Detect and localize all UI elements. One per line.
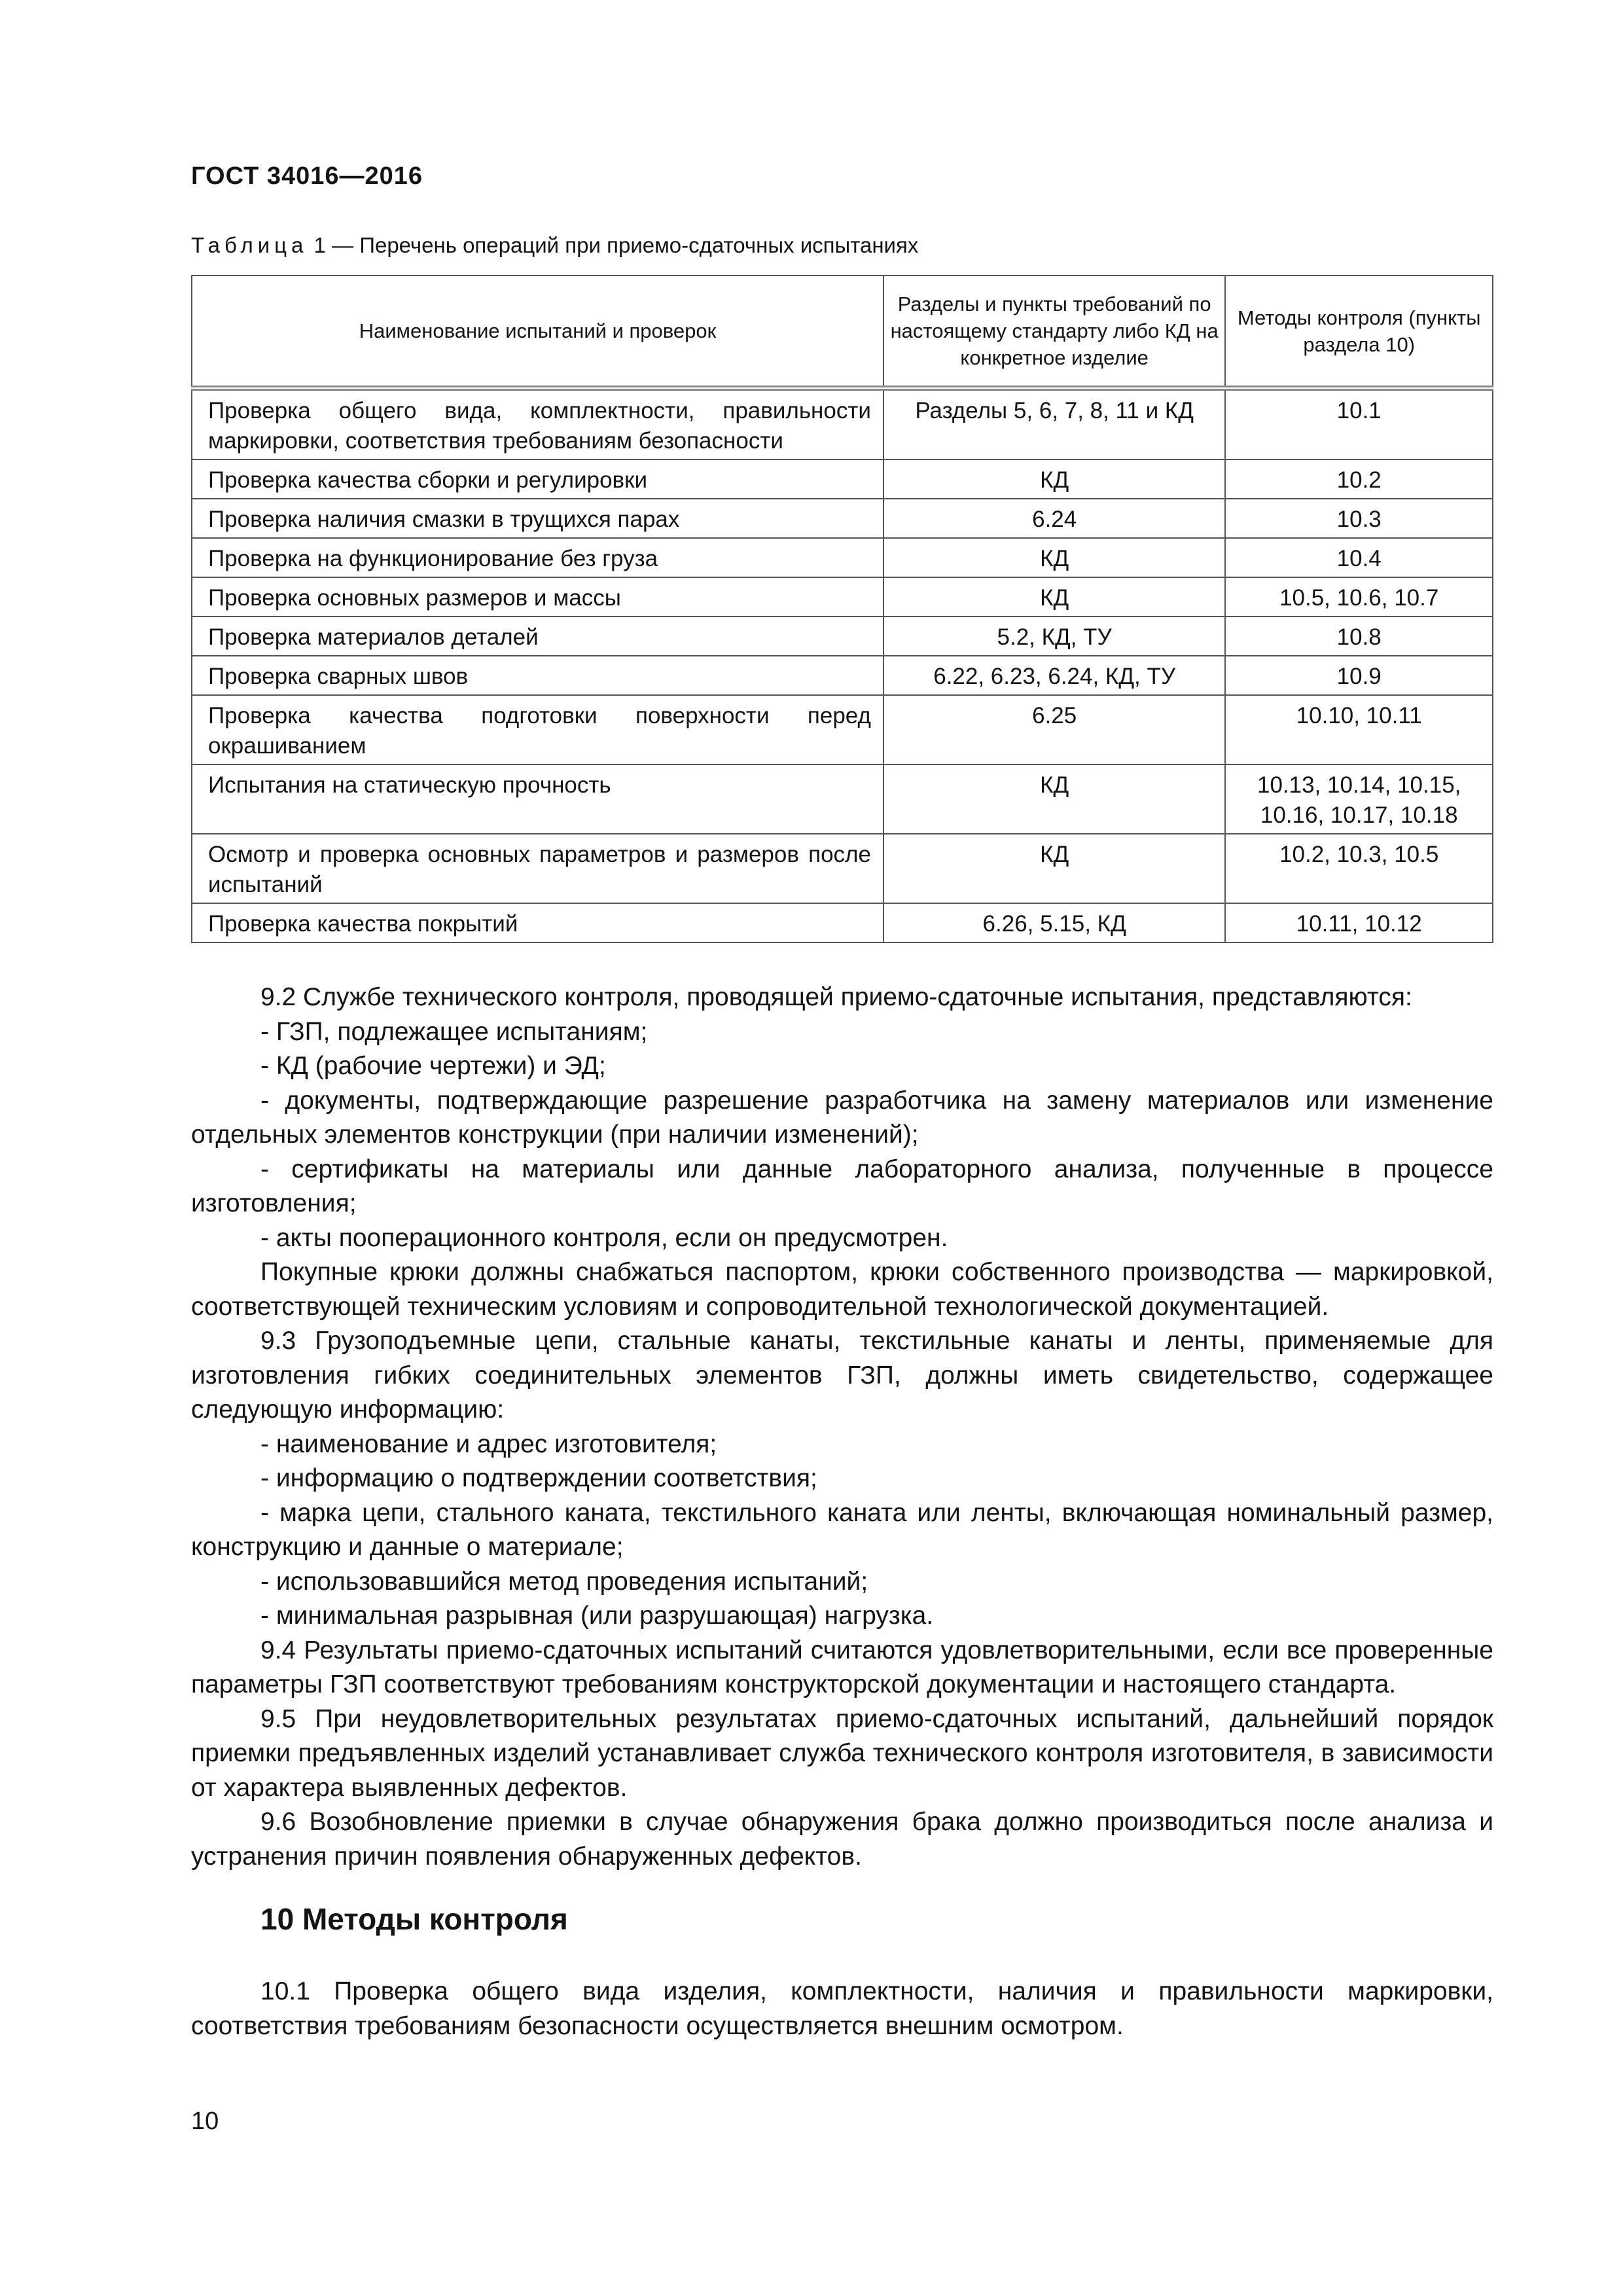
list-item: - марка цепи, стального каната, текстильного каната или ленты, включающая номинальный размер, конструкцию и данные о материале; [191, 1498, 1493, 1561]
section-text [191, 1975, 1493, 2043]
table-row [192, 499, 1493, 538]
table-row [192, 656, 1493, 695]
cell-requirements: Разделы 5, 6, 7, 8, 11 и КД [883, 388, 1225, 459]
paragraph: 9.6 Возобновление приемки в случае обнаружения брака должно производиться после анализа и устранения причин появления обнаруженных дефектов. [191, 1808, 1493, 1871]
paragraph: Покупные крюки должны снабжаться паспортом, крюки собственного производства — маркировкой, соответствующей техническим условиям и сопроводительной технологической документацией. [191, 1258, 1493, 1321]
document-code: ГОСТ 34016—2016 [191, 162, 423, 190]
paragraph: 9.4 Результаты приемо-сдаточных испытаний считаются удовлетворительными, если все проверенные параметры ГЗП соответствуют требованиям конструкторской документации и настоящего стандарта. [191, 1636, 1493, 1698]
table-caption-label: Таблица [191, 233, 308, 257]
list-item: - сертификаты на материалы или данные лабораторного анализа, полученные в процессе изготовления; [191, 1155, 1493, 1217]
cell-methods: 10.5, 10.6, 10.7 [1225, 577, 1493, 617]
cell-test-name: Проверка наличия смазки в трущихся парах [192, 499, 883, 538]
column-header-methods: Методы контроля (пункты раздела 10) [1225, 276, 1493, 388]
column-header-requirements: Разделы и пункты требований по настоящему стандарту либо КД на конкретное изделие [883, 276, 1225, 388]
column-header-name: Наименование испытаний и проверок [192, 276, 883, 388]
cell-test-name: Проверка общего вида, комплектности, правильности маркировки, соответствия требованиям безопасности [192, 388, 883, 459]
cell-requirements: КД [883, 834, 1225, 903]
list-item: - ГЗП, подлежащее испытаниям; [260, 1017, 648, 1046]
table-header-row [192, 276, 1493, 388]
list-item: - КД (рабочие чертежи) и ЭД; [260, 1052, 606, 1080]
cell-methods: 10.2 [1225, 459, 1493, 499]
list-item: - акты пооперационного контроля, если он предусмотрен. [260, 1223, 948, 1252]
cell-methods: 10.11, 10.12 [1225, 903, 1493, 942]
cell-test-name: Испытания на статическую прочность [192, 764, 883, 834]
cell-test-name: Проверка сварных швов [192, 656, 883, 695]
cell-requirements: КД [883, 577, 1225, 617]
cell-requirements: 6.26, 5.15, КД [883, 903, 1225, 942]
cell-requirements: 6.22, 6.23, 6.24, КД, ТУ [883, 656, 1225, 695]
cell-methods: 10.9 [1225, 656, 1493, 695]
body-text [191, 980, 1493, 1874]
cell-methods: 10.13, 10.14, 10.15, 10.16, 10.17, 10.18 [1225, 764, 1493, 834]
table-caption [191, 233, 918, 258]
page-number: 10 [191, 2108, 219, 2135]
list-item: - использовавшийся метод проведения испытаний; [260, 1567, 868, 1596]
table-row [192, 459, 1493, 499]
cell-test-name: Проверка качества сборки и регулировки [192, 459, 883, 499]
table-row [192, 577, 1493, 617]
cell-test-name: Осмотр и проверка основных параметров и размеров после испытаний [192, 834, 883, 903]
table-row [192, 834, 1493, 903]
cell-methods: 10.3 [1225, 499, 1493, 538]
table-row [192, 903, 1493, 942]
cell-methods: 10.10, 10.11 [1225, 695, 1493, 764]
list-item: - наименование и адрес изготовителя; [260, 1429, 717, 1458]
cell-methods: 10.2, 10.3, 10.5 [1225, 834, 1493, 903]
cell-test-name: Проверка качества покрытий [192, 903, 883, 942]
cell-requirements: КД [883, 459, 1225, 499]
table-row [192, 617, 1493, 656]
operations-table [191, 275, 1493, 943]
cell-test-name: Проверка на функционирование без груза [192, 538, 883, 577]
list-item: - минимальная разрывная (или разрушающая) нагрузка. [260, 1602, 934, 1630]
list-item: - информацию о подтверждении соответствия; [260, 1464, 817, 1492]
table-row [192, 695, 1493, 764]
cell-methods: 10.1 [1225, 388, 1493, 459]
paragraph: 9.2 Службе технического контроля, проводящей приемо-сдаточные испытания, представляются: [260, 983, 1412, 1011]
cell-test-name: Проверка качества подготовки поверхности перед окрашиванием [192, 695, 883, 764]
cell-requirements: КД [883, 538, 1225, 577]
section-title: 10 Методы контроля [260, 1902, 568, 1936]
cell-requirements: 6.24 [883, 499, 1225, 538]
paragraph: 9.3 Грузоподъемные цепи, стальные канаты, текстильные канаты и ленты, применяемые для изготовления гибких соединительных элементов ГЗП, должны иметь свидетельство, содержащее следующую информацию: [191, 1327, 1493, 1424]
table-caption-title: 1 — Перечень операций при приемо-сдаточных испытаниях [308, 233, 919, 257]
cell-requirements: 5.2, КД, ТУ [883, 617, 1225, 656]
table-row [192, 388, 1493, 459]
paragraph: 10.1 Проверка общего вида изделия, комплектности, наличия и правильности маркировки, соответствия требованиям безопасности осуществляется внешним осмотром. [191, 1977, 1493, 2040]
table-row [192, 538, 1493, 577]
paragraph: 9.5 При неудовлетворительных результатах приемо-сдаточных испытаний, дальнейший порядок приемки предъявленных изделий устанавливает служба технического контроля изготовителя, в зависимости от характера выявленных дефектов. [191, 1704, 1493, 1802]
cell-methods: 10.8 [1225, 617, 1493, 656]
cell-requirements: КД [883, 764, 1225, 834]
cell-test-name: Проверка материалов деталей [192, 617, 883, 656]
cell-requirements: 6.25 [883, 695, 1225, 764]
cell-test-name: Проверка основных размеров и массы [192, 577, 883, 617]
cell-methods: 10.4 [1225, 538, 1493, 577]
list-item: - документы, подтверждающие разрешение разработчика на замену материалов или изменение отдельных элементов конструкции (при наличии изменений); [191, 1086, 1493, 1149]
table-row [192, 764, 1493, 834]
